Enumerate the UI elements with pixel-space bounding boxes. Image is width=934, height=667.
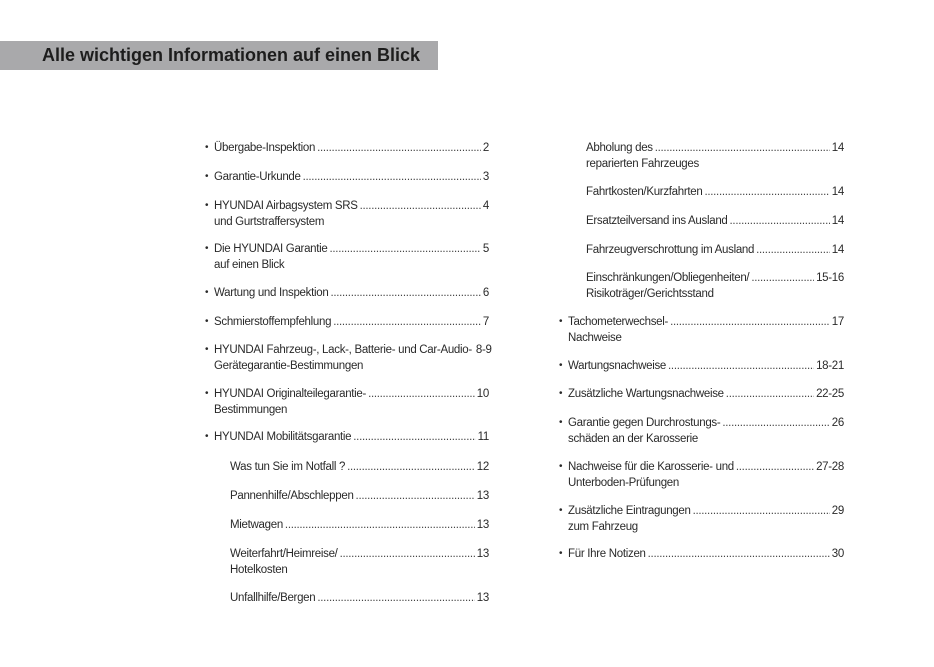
- entry-title: Weiterfahrt/Heimreise/: [230, 548, 338, 560]
- toc-entry: [586, 213, 844, 229]
- toc-entry: [586, 270, 844, 302]
- entry-title-continued: Hotelkosten: [230, 564, 288, 576]
- entry-title: Die HYUNDAI Garantie: [214, 243, 328, 255]
- toc-entry: [559, 314, 844, 346]
- toc-entry: [230, 517, 489, 533]
- toc-entry: [205, 140, 489, 156]
- dot-leader: [353, 429, 475, 445]
- page-number: 26: [831, 417, 844, 429]
- page-number: 12: [476, 461, 489, 473]
- entry-title-continued: und Gurtstraffersystem: [214, 216, 325, 228]
- entry-title: HYUNDAI Fahrzeug-, Lack-, Batterie- und Car-Audio-: [214, 344, 472, 356]
- dot-leader: [736, 459, 814, 475]
- page-number: 29: [831, 505, 844, 517]
- bullet-icon: •: [559, 548, 563, 559]
- section-banner: [0, 41, 438, 70]
- dot-leader: [347, 459, 475, 475]
- toc-entry: [205, 386, 489, 418]
- bullet-icon: •: [205, 200, 209, 211]
- toc-entry: [586, 242, 844, 258]
- toc-entry: [559, 415, 844, 447]
- page-number: 2: [482, 142, 489, 154]
- bullet-icon: •: [205, 344, 209, 355]
- page-number: 15-16: [816, 272, 844, 284]
- toc-entry: [205, 241, 489, 273]
- dot-leader: [704, 184, 829, 200]
- entry-title: Schmierstoffempfehlung: [214, 316, 332, 328]
- bullet-icon: •: [559, 316, 563, 327]
- entry-title-continued: Unterboden-Prüfungen: [568, 477, 679, 489]
- entry-title: Zusätzliche Wartungsnachweise: [568, 388, 724, 400]
- page-number: 14: [831, 244, 844, 256]
- bullet-icon: •: [559, 388, 563, 399]
- page-number: 8-9: [475, 344, 492, 356]
- toc-entry: [230, 590, 489, 606]
- entry-title-continued: Nachweise: [568, 332, 622, 344]
- toc-entry: [586, 140, 844, 172]
- page-number: 13: [476, 490, 489, 502]
- page-number: 13: [476, 592, 489, 604]
- page-number: 4: [482, 200, 489, 212]
- entry-title-continued: schäden an der Karosserie: [568, 433, 698, 445]
- dot-leader: [648, 546, 830, 562]
- bullet-icon: •: [559, 505, 563, 516]
- page-number: 27-28: [816, 461, 844, 473]
- dot-leader: [756, 242, 830, 258]
- page-number: 30: [831, 548, 844, 560]
- page-number: 6: [482, 287, 489, 299]
- toc-entry: [559, 386, 844, 402]
- toc-entry: [559, 358, 844, 374]
- dot-leader: [730, 213, 830, 229]
- entry-title: Fahrtkosten/Kurzfahrten: [586, 186, 703, 198]
- entry-title: Pannenhilfe/Abschleppen: [230, 490, 354, 502]
- page-number: 10: [476, 388, 489, 400]
- bullet-icon: •: [205, 388, 209, 399]
- dot-leader: [668, 358, 814, 374]
- toc-entry: [230, 459, 489, 475]
- bullet-icon: •: [205, 431, 209, 442]
- dot-leader: [726, 386, 814, 402]
- dot-leader: [751, 270, 814, 286]
- toc-entry: [559, 459, 844, 491]
- dot-leader: [330, 241, 481, 257]
- bullet-icon: •: [205, 142, 209, 153]
- bullet-icon: •: [559, 417, 563, 428]
- dot-leader: [285, 517, 475, 533]
- page-number: 5: [482, 243, 489, 255]
- page-number: 14: [831, 142, 844, 154]
- page-number: 18-21: [816, 360, 844, 372]
- entry-title: Einschränkungen/Obliegenheiten/: [586, 272, 750, 284]
- entry-title: HYUNDAI Mobilitätsgarantie: [214, 431, 352, 443]
- dot-leader: [330, 285, 480, 301]
- toc-entry: [205, 198, 489, 230]
- entry-title: Tachometerwechsel-: [568, 316, 669, 328]
- bullet-icon: •: [205, 316, 209, 327]
- entry-title: Für Ihre Notizen: [568, 548, 646, 560]
- bullet-icon: •: [205, 287, 209, 298]
- page-number: 17: [831, 316, 844, 328]
- page-number: 22-25: [816, 388, 844, 400]
- dot-leader: [670, 314, 830, 330]
- bullet-icon: •: [559, 360, 563, 371]
- entry-title: Abholung des: [586, 142, 653, 154]
- entry-title: HYUNDAI Originalteilegarantie-: [214, 388, 367, 400]
- entry-title: Fahrzeugverschrottung im Ausland: [586, 244, 755, 256]
- toc-entry: [230, 488, 489, 504]
- toc-entry: [559, 546, 844, 562]
- bullet-icon: •: [205, 243, 209, 254]
- toc-entry: [586, 184, 844, 200]
- dot-leader: [317, 590, 474, 606]
- entry-title: Was tun Sie im Notfall ?: [230, 461, 346, 473]
- dot-leader: [722, 415, 829, 431]
- entry-title: Wartungsnachweise: [568, 360, 667, 372]
- dot-leader: [317, 140, 481, 156]
- entry-title: Ersatzteilversand ins Ausland: [586, 215, 728, 227]
- toc-entry: [205, 169, 489, 185]
- dot-leader: [655, 140, 830, 156]
- dot-leader: [356, 488, 475, 504]
- entry-title: Mietwagen: [230, 519, 283, 531]
- bullet-icon: •: [559, 461, 563, 472]
- toc-entry: [230, 546, 489, 578]
- entry-title-continued: Gerätegarantie-Bestimmungen: [214, 360, 364, 372]
- dot-leader: [333, 314, 481, 330]
- entry-title: Wartung und Inspektion: [214, 287, 329, 299]
- entry-title: Zusätzliche Eintragungen: [568, 505, 691, 517]
- entry-title-continued: Risikoträger/Gerichtsstand: [586, 288, 714, 300]
- bullet-icon: •: [205, 171, 209, 182]
- dot-leader: [340, 546, 475, 562]
- entry-title: HYUNDAI Airbagsystem SRS: [214, 200, 358, 212]
- toc-entry: [205, 314, 489, 330]
- entry-title: Nachweise für die Karosserie- und: [568, 461, 734, 473]
- entry-title: Garantie-Urkunde: [214, 171, 301, 183]
- page-number: 13: [476, 519, 489, 531]
- page-number: 13: [476, 548, 489, 560]
- toc-entry: [205, 342, 492, 374]
- entry-title: Unfallhilfe/Bergen: [230, 592, 316, 604]
- toc-entry: [559, 503, 844, 535]
- entry-title-continued: reparierten Fahrzeuges: [586, 158, 699, 170]
- entry-title-continued: Bestimmungen: [214, 404, 288, 416]
- dot-leader: [693, 503, 830, 519]
- entry-title: Übergabe-Inspektion: [214, 142, 316, 154]
- page-number: 7: [482, 316, 489, 328]
- dot-leader: [360, 198, 481, 214]
- entry-title: Garantie gegen Durchrostungs-: [568, 417, 721, 429]
- entry-title-continued: auf einen Blick: [214, 259, 285, 271]
- page-number: 11: [477, 431, 489, 443]
- page-number: 14: [831, 186, 844, 198]
- entry-title-continued: zum Fahrzeug: [568, 521, 638, 533]
- page-title: Alle wichtigen Informationen auf einen Blick: [42, 45, 421, 65]
- page-number: 3: [482, 171, 489, 183]
- toc-entry: [205, 429, 489, 445]
- toc-entry: [205, 285, 489, 301]
- dot-leader: [303, 169, 481, 185]
- dot-leader: [368, 386, 475, 402]
- page-number: 14: [831, 215, 844, 227]
